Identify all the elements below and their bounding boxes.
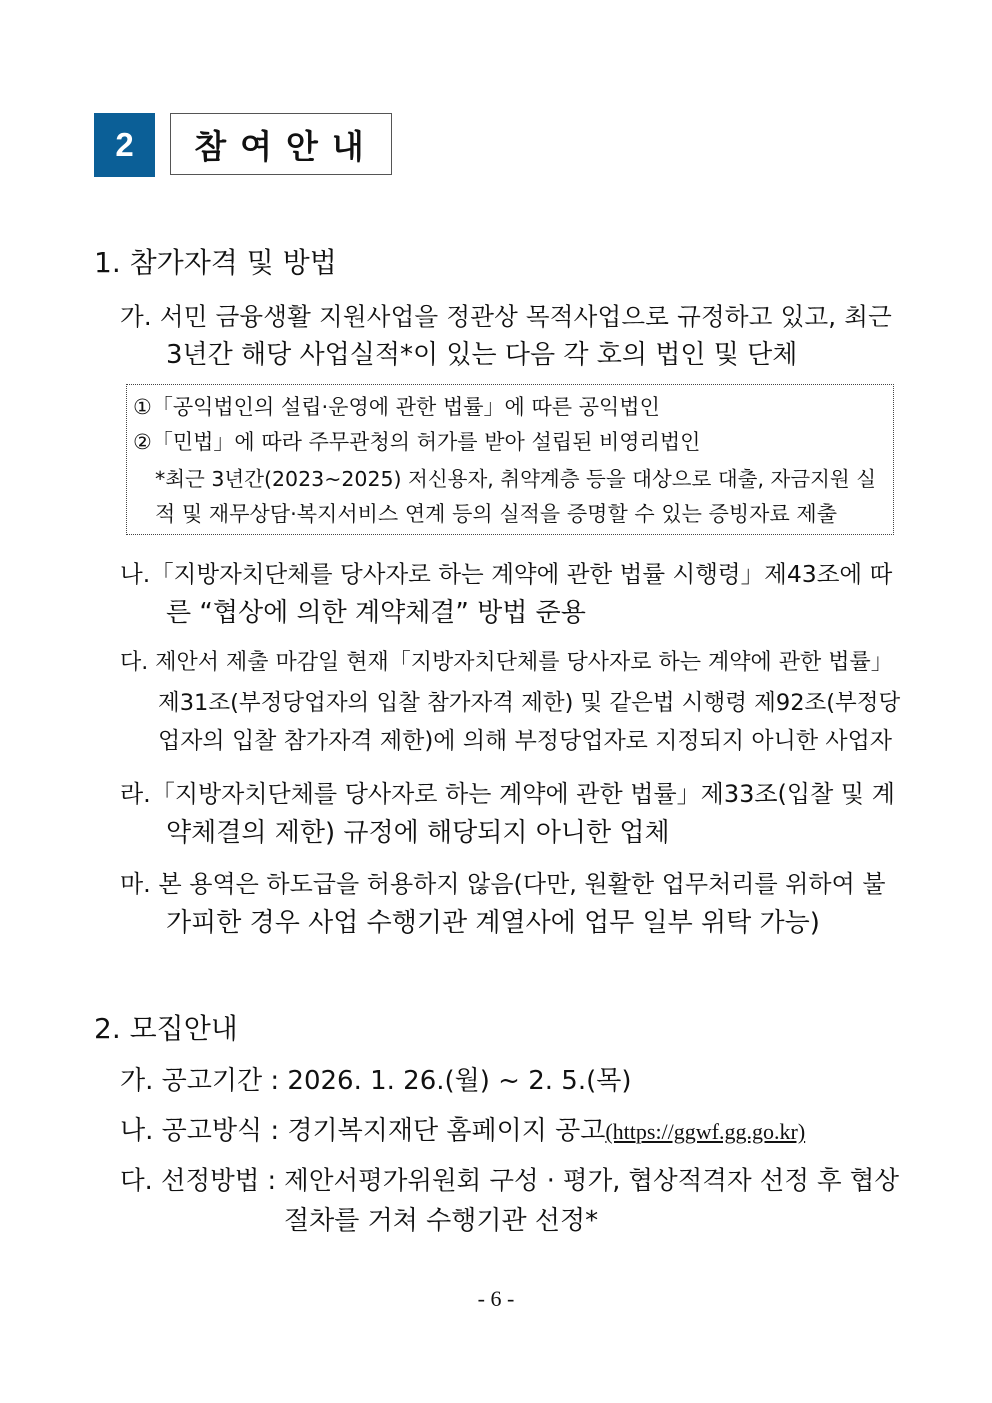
box-line-3: *최근 3년간(2023~2025) 저신용자, 취약계층 등을 대상으로 대출, 자금지원 실 xyxy=(155,467,877,491)
box-line-4: 적 및 재무상담·복지서비스 연계 등의 실적을 증명할 수 있는 증빙자료 제출 xyxy=(155,502,838,526)
item-da-line3: 업자의 입찰 참가자격 제한)에 의해 부정당업자로 지정되지 아니한 사업자 xyxy=(158,728,893,754)
page-number: - 6 - xyxy=(477,1286,515,1311)
item-ra-line1: 라.「지방자치단체를 당사자로 하는 계약에 관한 법률」제33조(입찰 및 계 xyxy=(120,780,895,808)
item-ra-line2: 약체결의 제한) 규정에 해당되지 아니한 업체 xyxy=(166,818,670,848)
recruit-method xyxy=(120,1116,805,1147)
heading-1: 1. 참가자격 및 방법 xyxy=(94,246,337,279)
section-number: 2 xyxy=(94,113,155,177)
eligible-entities-box xyxy=(126,384,894,535)
homepage-link[interactable]: (https://ggwf.gg.go.kr) xyxy=(605,1119,806,1144)
recruit-method-text: 나. 공고방식 : 경기복지재단 홈페이지 공고 xyxy=(120,1116,606,1146)
item-ga-line2: 3년간 해당 사업실적*이 있는 다음 각 호의 법인 및 단체 xyxy=(166,340,798,370)
selection-method-line2: 절차를 거쳐 수행기관 선정* xyxy=(284,1206,599,1236)
box-line-2: ②「민법」에 따라 주무관청의 허가를 받아 설립된 비영리법인 xyxy=(133,430,701,454)
box-line-1: ①「공익법인의 설립·운영에 관한 법률」에 따른 공익법인 xyxy=(133,395,660,419)
item-na-line2: 른 “협상에 의한 계약체결” 방법 준용 xyxy=(166,598,586,628)
recruit-period: 가. 공고기간 : 2026. 1. 26.(월) ~ 2. 5.(목) xyxy=(120,1066,632,1096)
item-da-line1: 다. 제안서 제출 마감일 현재「지방자치단체를 당사자로 하는 계약에 관한 법률」 xyxy=(120,650,893,675)
item-ma-line2: 가피한 경우 사업 수행기관 계열사에 업무 일부 위탁 가능) xyxy=(166,908,820,938)
item-ma-line1: 마. 본 용역은 하도급을 허용하지 않음(다만, 원활한 업무처리를 위하여 불 xyxy=(120,870,886,898)
item-na-line1: 나.「지방자치단체를 당사자로 하는 계약에 관한 법률 시행령」제43조에 따 xyxy=(120,560,893,588)
item-ga-line1: 가. 서민 금융생활 지원사업을 정관상 목적사업으로 규정하고 있고, 최근 xyxy=(120,302,893,331)
selection-method-line1: 다. 선정방법 : 제안서평가위원회 구성 · 평가, 협상적격자 선정 후 협상 xyxy=(120,1166,900,1196)
section-title: 참여안내 xyxy=(170,113,392,175)
item-da-line2: 제31조(부정당업자의 입찰 참가자격 제한) 및 같은법 시행령 제92조(부정당 xyxy=(158,690,901,716)
heading-2: 2. 모집안내 xyxy=(94,1012,238,1045)
